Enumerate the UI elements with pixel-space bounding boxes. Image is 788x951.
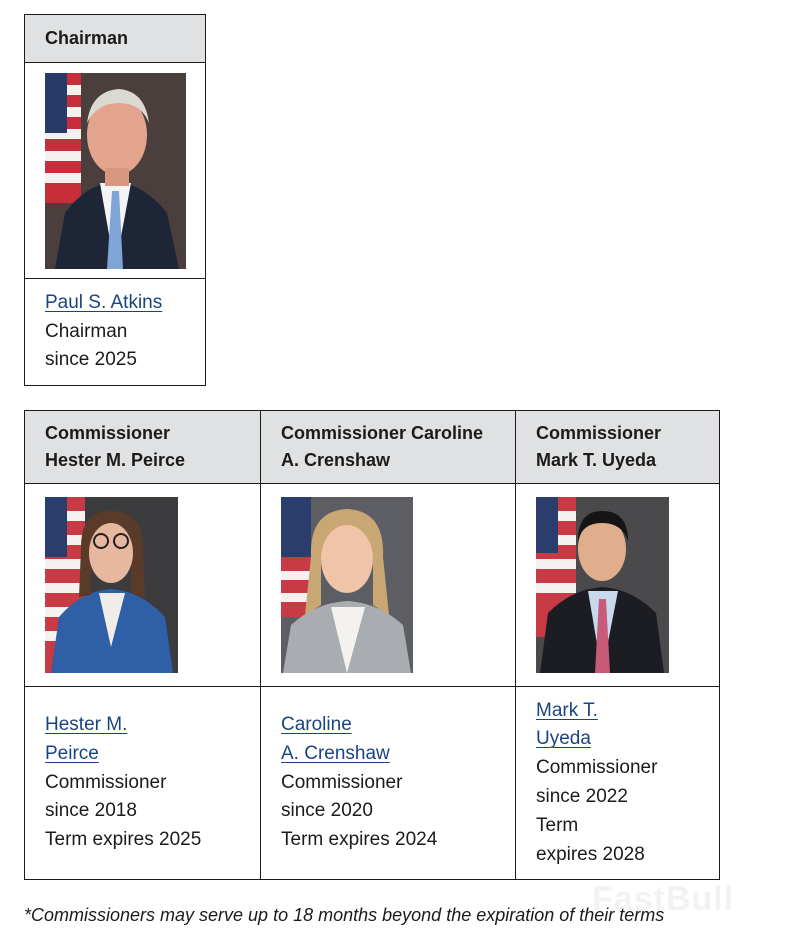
chairman-name-cell <box>25 279 206 386</box>
crenshaw-photo-cell <box>261 484 516 687</box>
crenshaw-portrait <box>281 497 413 673</box>
header-line: Commissioner <box>45 423 171 443</box>
peirce-photo-cell <box>25 484 261 687</box>
peirce-term: Term expires 2025 <box>45 829 202 851</box>
chairman-name-link[interactable]: Paul S. Atkins <box>45 291 163 313</box>
chairman-title: Chairman <box>45 320 128 342</box>
peirce-name-link[interactable] <box>45 714 127 764</box>
commissioners-table <box>24 410 720 880</box>
peirce-title: Commissioner <box>45 771 167 793</box>
name-line[interactable]: Hester M. <box>45 714 128 735</box>
name-line[interactable]: Caroline <box>281 714 352 735</box>
name-line[interactable]: Uyeda <box>536 728 591 750</box>
crenshaw-name-link[interactable] <box>281 714 390 764</box>
watermark-logo: FastBull <box>592 880 735 918</box>
footnote: *Commissioners may serve up to 18 months beyond the expiration of their terms <box>24 905 665 925</box>
chairman-photo-cell <box>25 63 206 279</box>
peirce-name-cell <box>25 687 261 880</box>
header-line: A. Crenshaw <box>281 450 391 470</box>
chairman-since: since 2025 <box>45 349 137 371</box>
commissioner-header-crenshaw <box>261 411 516 484</box>
uyeda-name-link[interactable] <box>536 700 598 750</box>
header-line: Hester M. Peirce <box>45 450 186 470</box>
name-line[interactable]: A. Crenshaw <box>281 742 390 764</box>
chairman-portrait <box>45 73 186 269</box>
flag-image <box>281 497 311 617</box>
uyeda-since: since 2022 <box>536 786 628 807</box>
uyeda-term-year: expires 2028 <box>536 843 645 865</box>
name-line[interactable]: Peirce <box>45 742 99 764</box>
crenshaw-since: since 2020 <box>281 800 373 822</box>
header-line: Mark T. Uyeda <box>536 450 657 470</box>
crenshaw-title: Commissioner <box>281 771 403 793</box>
header-line: Commissioner Caroline <box>281 423 484 443</box>
crenshaw-name-cell <box>261 687 516 880</box>
peirce-portrait <box>45 497 178 673</box>
name-line[interactable]: Mark T. <box>536 699 598 721</box>
commissioner-header-uyeda <box>516 411 720 484</box>
commissioner-header-peirce <box>25 411 261 484</box>
chairman-header: Chairman <box>25 15 206 63</box>
uyeda-portrait <box>536 497 669 673</box>
uyeda-term: Term <box>536 814 579 836</box>
uyeda-photo-cell <box>516 484 720 687</box>
peirce-since: since 2018 <box>45 800 137 822</box>
header-line: Commissioner <box>536 423 662 443</box>
chairman-table <box>24 14 206 386</box>
flag-image <box>45 73 81 203</box>
crenshaw-term: Term expires 2024 <box>281 829 438 851</box>
uyeda-name-cell <box>516 687 720 880</box>
uyeda-title: Commissioner <box>536 757 658 779</box>
